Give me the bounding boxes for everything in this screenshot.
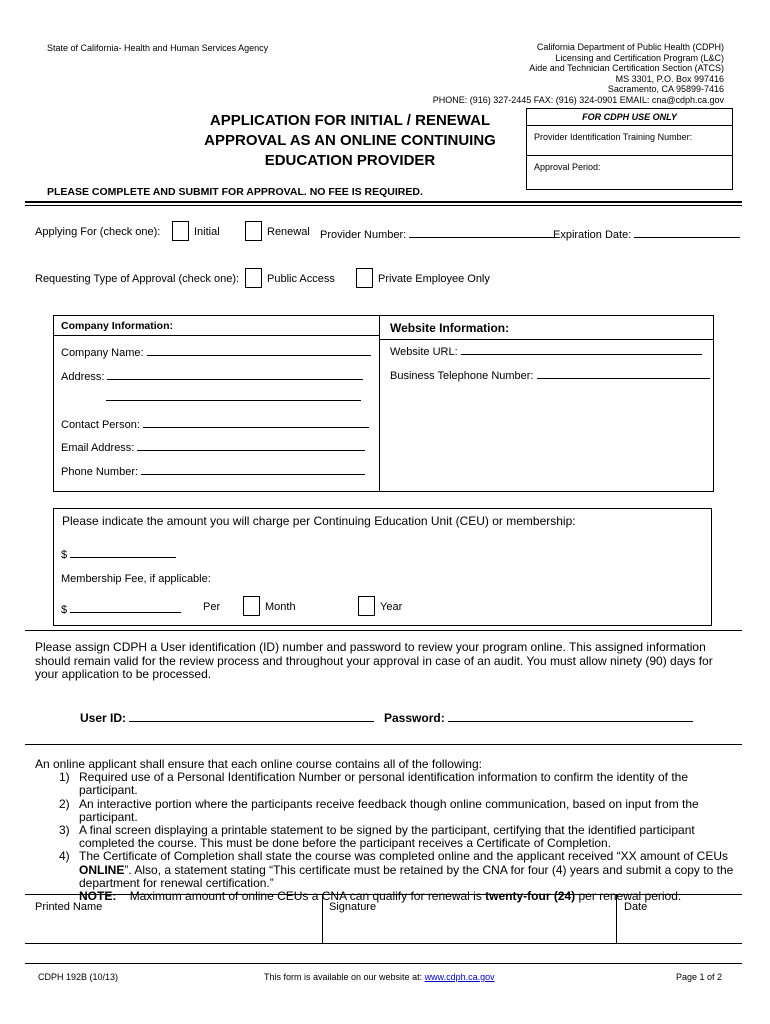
requirements-section bbox=[35, 758, 740, 903]
password-label: Password: bbox=[384, 711, 445, 725]
divider bbox=[25, 963, 742, 964]
date-input[interactable] bbox=[619, 912, 739, 940]
website-url-field bbox=[390, 343, 702, 358]
instruction-text: PLEASE COMPLETE AND SUBMIT FOR APPROVAL. NO FEE IS REQUIRED. bbox=[47, 186, 423, 198]
public-access-label: Public Access bbox=[267, 273, 335, 285]
contact-person-label: Contact Person: bbox=[61, 419, 140, 431]
approval-type-label: Requesting Type of Approval (check one): bbox=[35, 273, 240, 285]
list-item-text: The Certificate of Completion shall state the course was completed online and the applicant received “XX amount of CEUs bbox=[79, 849, 729, 864]
private-employee-label: Private Employee Only bbox=[378, 273, 490, 285]
agency-name: State of California- Health and Human Services Agency bbox=[47, 43, 269, 53]
dept-line: Aide and Technician Certification Section (ATCS) bbox=[529, 63, 724, 74]
provider-id-label: Provider Identification Training Number: bbox=[534, 132, 693, 142]
business-phone-field bbox=[390, 367, 710, 382]
list-item-text: ”. Also, a statement stating “This certificate must be retained by the CNA for four (4) years and submit a copy to the department for renewal certification.” bbox=[79, 862, 734, 890]
provider-number-label: Provider Number: bbox=[320, 229, 407, 241]
dept-line: Licensing and Certification Program (L&C) bbox=[555, 52, 724, 63]
membership-fee-field bbox=[61, 601, 181, 616]
initial-checkbox[interactable] bbox=[172, 221, 189, 241]
list-item bbox=[35, 850, 740, 890]
list-item-emphasis: ONLINE bbox=[79, 862, 125, 877]
footer-website-text: This form is available on our website at: bbox=[264, 972, 425, 982]
business-phone-input[interactable] bbox=[537, 367, 710, 379]
expiration-date-label: Expiration Date: bbox=[553, 229, 632, 241]
list-item-text: A final screen displaying a printable statement to be signed by the participant, certifying that the identified participant completed the course. This must be done before the participant receives a Certificate of Completion. bbox=[79, 823, 695, 851]
year-label: Year bbox=[380, 601, 403, 613]
contact-person-field bbox=[61, 416, 369, 431]
list-number: 1) bbox=[59, 770, 70, 785]
dollar-sign: $ bbox=[61, 604, 68, 616]
user-id-field bbox=[80, 710, 374, 725]
fee-prompt: Please indicate the amount you will charge per Continuing Education Unit (CEU) or membership: bbox=[62, 514, 576, 528]
list-item bbox=[35, 798, 740, 824]
note-label: NOTE: bbox=[79, 889, 117, 904]
ceu-fee-input[interactable] bbox=[70, 546, 176, 558]
note-text: Maximum amount of online CEUs a CNA can qualify for renewal is bbox=[129, 889, 486, 904]
company-name-field bbox=[61, 344, 371, 359]
email-label: Email Address: bbox=[61, 442, 135, 454]
list-item-text: Required use of a Personal Identification Number or personal identification information to confirm the identity of the participant. bbox=[79, 770, 688, 798]
signature-table bbox=[25, 894, 742, 944]
dept-line: California Department of Public Health (CDPH) bbox=[536, 42, 724, 52]
list-item bbox=[35, 771, 740, 797]
email-input[interactable] bbox=[137, 439, 365, 451]
divider bbox=[25, 205, 742, 206]
divider bbox=[25, 201, 742, 203]
page-number: Page 1 of 2 bbox=[675, 972, 722, 982]
phone-input[interactable] bbox=[141, 463, 365, 475]
company-heading: Company Information: bbox=[61, 320, 173, 332]
requirements-intro: An online applicant shall ensure that each online course contains all of the following: bbox=[35, 757, 482, 771]
user-id-label: User ID: bbox=[80, 711, 127, 725]
password-input[interactable] bbox=[448, 710, 693, 722]
title-line: EDUCATION PROVIDER bbox=[264, 152, 436, 169]
renewal-label: Renewal bbox=[267, 226, 310, 238]
divider bbox=[25, 630, 742, 631]
date-label: Date bbox=[624, 901, 648, 913]
dept-line: Sacramento, CA 95899-7416 bbox=[607, 84, 724, 95]
list-item bbox=[35, 824, 740, 850]
month-checkbox[interactable] bbox=[243, 596, 260, 616]
list-number: 3) bbox=[59, 823, 70, 838]
provider-number-field bbox=[320, 226, 556, 241]
requirements-list bbox=[35, 771, 740, 890]
contact-person-input[interactable] bbox=[143, 416, 369, 428]
expiration-date-field bbox=[553, 226, 740, 241]
private-employee-checkbox[interactable] bbox=[356, 268, 373, 288]
signature-input[interactable] bbox=[325, 912, 613, 940]
signature-label: Signature bbox=[329, 901, 377, 913]
address-field bbox=[61, 368, 363, 383]
title-line: APPROVAL AS AN ONLINE CONTINUING bbox=[204, 132, 496, 149]
business-phone-label: Business Telephone Number: bbox=[390, 370, 534, 382]
divider bbox=[25, 744, 742, 745]
website-heading: Website Information: bbox=[390, 321, 510, 335]
expiration-date-input[interactable] bbox=[634, 226, 740, 238]
website-url-input[interactable] bbox=[461, 343, 702, 355]
phone-field bbox=[61, 463, 365, 478]
note-text: per renewal period. bbox=[575, 889, 682, 904]
company-name-label: Company Name: bbox=[61, 347, 144, 359]
cdph-use-box bbox=[526, 108, 733, 190]
title-line: APPLICATION FOR INITIAL / RENEWAL bbox=[209, 112, 491, 129]
renewal-checkbox[interactable] bbox=[245, 221, 262, 241]
company-name-input[interactable] bbox=[147, 344, 371, 356]
membership-fee-label: Membership Fee, if applicable: bbox=[61, 573, 211, 585]
dollar-sign: $ bbox=[61, 549, 68, 561]
list-number: 4) bbox=[59, 849, 70, 864]
website-url-label: Website URL: bbox=[390, 346, 458, 358]
list-number: 2) bbox=[59, 796, 70, 811]
cdph-use-heading: FOR CDPH USE ONLY bbox=[582, 112, 677, 122]
fee-box bbox=[53, 508, 712, 626]
company-website-box bbox=[53, 315, 714, 492]
month-label: Month bbox=[265, 601, 296, 613]
address-label: Address: bbox=[61, 371, 105, 383]
address-line-2-input[interactable] bbox=[106, 400, 361, 401]
dept-line: MS 3301, P.O. Box 997416 bbox=[615, 73, 724, 84]
footer-website bbox=[264, 972, 495, 982]
list-item-text: An interactive portion where the participants receive feedback though online communication, based on input from the participant. bbox=[79, 796, 699, 824]
address-input[interactable] bbox=[107, 368, 363, 380]
user-id-input[interactable] bbox=[129, 710, 374, 722]
initial-label: Initial bbox=[194, 226, 220, 238]
provider-number-input[interactable] bbox=[409, 226, 556, 238]
phone-label: Phone Number: bbox=[61, 466, 139, 478]
ceu-fee-field bbox=[61, 546, 176, 561]
email-field bbox=[61, 439, 365, 454]
public-access-checkbox[interactable] bbox=[245, 268, 262, 288]
applying-for-label: Applying For (check one): bbox=[35, 226, 161, 238]
userid-instructions: Please assign CDPH a User identification (ID) number and password to review your program online. This assigned information should remain valid for the review process and throughout your approval in case of an audit. You must allow ninety (90) days for your application to be processed. bbox=[35, 640, 713, 681]
password-field bbox=[384, 710, 693, 725]
note-emphasis: twenty-four (24) bbox=[485, 889, 576, 904]
printed-name-label: Printed Name bbox=[35, 901, 103, 913]
approval-period-label: Approval Period: bbox=[534, 162, 601, 172]
form-title bbox=[190, 111, 510, 171]
year-checkbox[interactable] bbox=[358, 596, 375, 616]
per-label: Per bbox=[203, 601, 221, 613]
form-id: CDPH 192B (10/13) bbox=[38, 972, 119, 982]
website-link[interactable]: www.cdph.ca.gov bbox=[424, 972, 495, 982]
department-address bbox=[433, 42, 724, 106]
contact-line: PHONE: (916) 327-2445 FAX: (916) 324-0901 EMAIL: cna@cdph.ca.gov bbox=[432, 94, 724, 105]
membership-fee-input[interactable] bbox=[70, 601, 181, 613]
printed-name-input[interactable] bbox=[28, 912, 318, 940]
